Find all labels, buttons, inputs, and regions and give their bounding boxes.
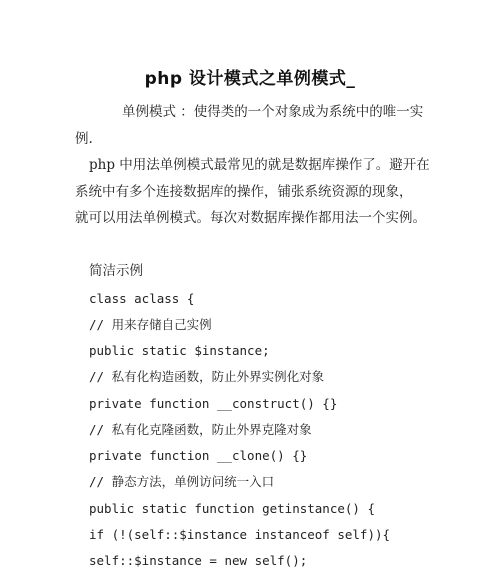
code-line: public static $instance; [89,343,270,358]
paragraph-line: 单例模式 ：使得类的一个对象成为系统中的唯一实 [122,104,424,120]
paragraph-line: 就可以用法单例模式。每次对数据库操作都用法一个实例。 [75,210,426,226]
paragraph-line: 系统中有多个连接数据库的操作，铺张系统资源的现象， [75,184,413,200]
code-line: private function __clone() {} [89,448,308,463]
document-title: php 设计模式之单例模式_ [144,69,356,89]
code-line: // 私有化构造函数，防止外界实例化对象 [89,369,325,384]
example-heading: 简洁示例 [89,263,143,279]
code-line: // 私有化克隆函数，防止外界克隆对象 [89,422,312,437]
code-line: class aclass { [89,291,195,306]
code-line: // 用来存储自己实例 [89,317,212,332]
code-line: // 静态方法，单例访问统一入口 [89,474,275,489]
code-line: if (!(self::$instance instanceof self)){ [89,527,391,542]
code-line: private function __construct() {} [89,396,338,411]
code-line: self::$instance = new self(); [89,553,308,568]
paragraph-line: 例. [75,131,93,147]
paragraph-line: php 中用法单例模式最常见的就是数据库操作了。避开在 [89,157,430,173]
code-line: public static function getinstance() { [89,501,375,516]
